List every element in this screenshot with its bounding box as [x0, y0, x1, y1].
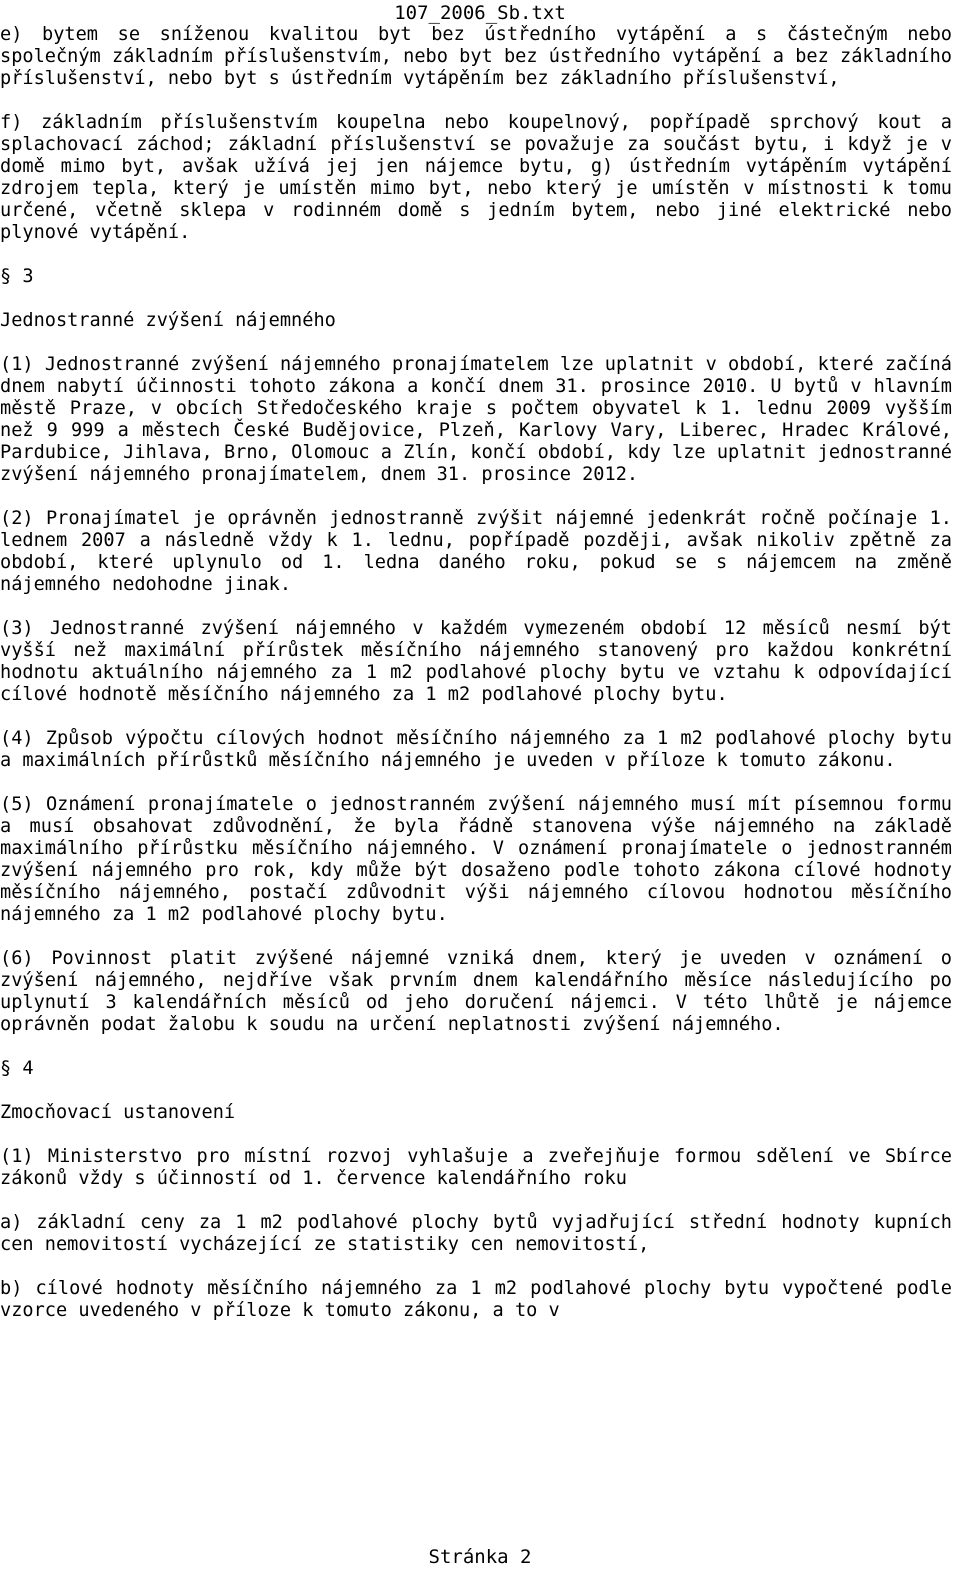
paragraph-3-2: (2) Pronajímatel je oprávněn jednostranně zvýšit nájemné jedenkrát ročně počínaje 1. lednem 2007 a následně vždy k 1. lednu, popřípadě později, avšak nikoliv zpětně za období, které uplynulo od 1. ledna daného roku, pokud se s nájemcem na změně nájemného nedohodne jinak. — [0, 508, 952, 595]
document-title: 107_2006_Sb.txt — [394, 2, 566, 24]
section-title-3: Jednostranné zvýšení nájemného — [0, 310, 336, 331]
paragraph-3-4: (4) Způsob výpočtu cílových hodnot měsíčního nájemného za 1 m2 podlahové plochy bytu a maximálních přírůstků měsíčního nájemného je uveden v příloze k tomuto zákonu. — [0, 728, 952, 771]
paragraph-f-basic-facilities: f) základním příslušenstvím koupelna nebo koupelnový, popřípadě sprchový kout a splachovací záchod; základní příslušenství se považuje za součást bytu, i když je v domě mimo byt, avšak užívá jej jen nájemce bytu, g) ústředním vytápěním vytápění zdrojem tepla, který je umístěn mimo byt, nebo který je umístěn v místnosti k tomu určené, včetně sklepa v rodinném domě s jedním bytem, nebo jiné elektrické nebo plynové vytápění. — [0, 112, 952, 243]
paragraph-3-3: (3) Jednostranné zvýšení nájemného v každém vymezeném období 12 měsíců nesmí být vyšší než maximální přírůstek měsíčního nájemného stanovený pro každou konkrétní hodnotu aktuálního nájemného za 1 m2 podlahové plochy bytu ve vztahu k odpovídající cílové hodnotě měsíčního nájemného za 1 m2 podlahové plochy bytu. — [0, 618, 952, 705]
paragraph-3-5: (5) Oznámení pronajímatele o jednostranném zvýšení nájemného musí mít písemnou formu a musí obsahovat zdůvodnění, že byla řádně stanovena výše nájemného na základě maximálního přírůstku měsíčního nájemného. V oznámení pronajímatele o jednostranném zvýšení nájemného pro rok, kdy může být dosaženo podle tohoto zákona cílové hodnoty měsíčního nájemného, postačí zdůvodnit výši nájemného cílovou hodnotou měsíčního nájemného za 1 m2 podlahové plochy bytu. — [0, 794, 952, 925]
page-number: Stránka 2 — [428, 1546, 532, 1568]
paragraph-e-substandard-flat: e) bytem se sníženou kvalitou byt bez ústředního vytápění a s částečným nebo společným základním příslušenstvím, nebo byt bez ústředního vytápění a bez základního příslušenství, nebo byt s ústředním vytápěním bez základního příslušenství, — [0, 24, 952, 89]
section-heading-3: § 3 — [0, 266, 34, 287]
paragraph-4-1-b: b) cílové hodnoty měsíčního nájemného za 1 m2 podlahové plochy bytu vypočtené podle vzorce uvedeného v příloze k tomuto zákonu, a to v — [0, 1278, 952, 1321]
paragraph-3-1: (1) Jednostranné zvýšení nájemného pronajímatelem lze uplatnit v období, které začíná dnem nabytí účinnosti tohoto zákona a končí dnem 31. prosince 2010. U bytů v hlavním městě Praze, v obcích Středočeského kraje s počtem obyvatel k 1. lednu 2009 vyšším než 9 999 a městech České Budějovice, Plzeň, Karlovy Vary, Liberec, Hradec Králové, Pardubice, Jihlava, Brno, Olomouc a Zlín, končí období, kdy lze uplatnit jednostranné zvýšení nájemného pronajímatelem, dnem 31. prosince 2012. — [0, 354, 952, 485]
section-title-4: Zmocňovací ustanovení — [0, 1102, 236, 1123]
paragraph-3-6: (6) Povinnost platit zvýšené nájemné vzniká dnem, který je uveden v oznámení o zvýšení nájemného, nejdříve však prvním dnem kalendářního měsíce následujícího po uplynutí 3 kalendářních měsíců od jeho doručení nájemci. V této lhůtě je nájemce oprávněn podat žalobu k soudu na určení neplatnosti zvýšení nájemného. — [0, 948, 952, 1035]
paragraph-4-1-a: a) základní ceny za 1 m2 podlahové plochy bytů vyjadřující střední hodnoty kupních cen nemovitostí vycházející ze statistiky cen nemovitostí, — [0, 1212, 952, 1255]
section-heading-4: § 4 — [0, 1058, 34, 1079]
document-body — [0, 24, 952, 1322]
paragraph-4-1: (1) Ministerstvo pro místní rozvoj vyhlašuje a zveřejňuje formou sdělení ve Sbírce zákonů vždy s účinností od 1. července kalendářního roku — [0, 1146, 952, 1189]
